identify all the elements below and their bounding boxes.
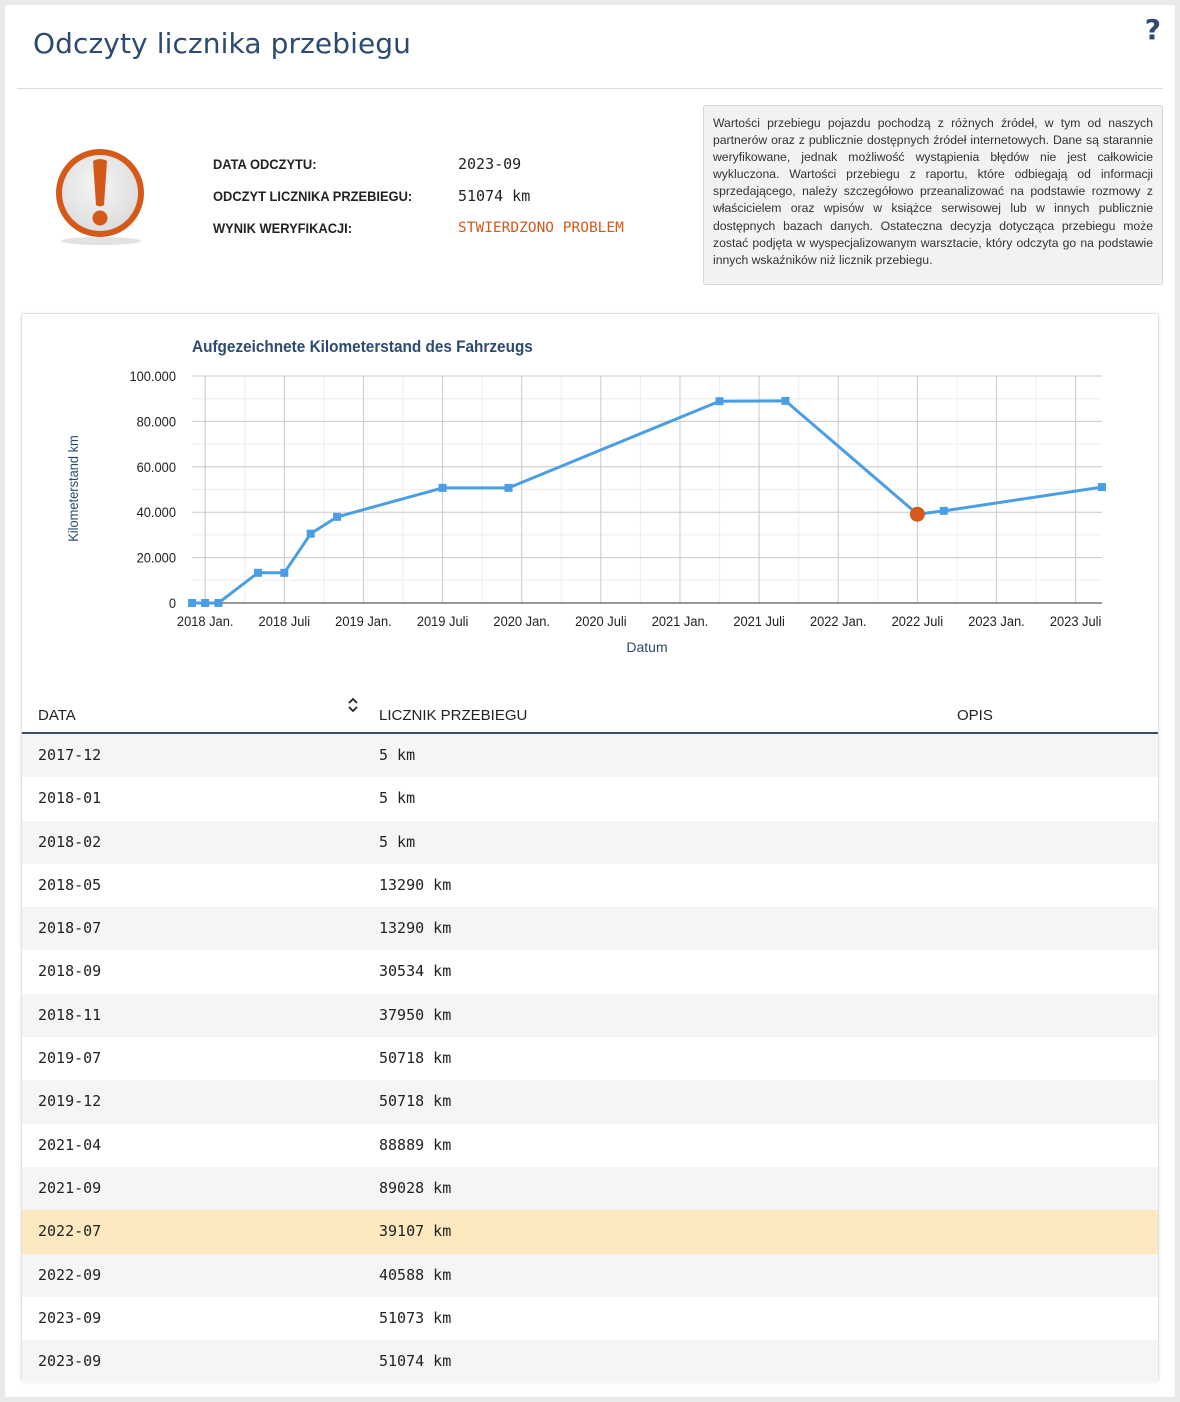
cell-date: 2018-09 — [38, 962, 102, 981]
chart-title: Aufgezeichnete Kilometerstand des Fahrzeugs — [192, 338, 533, 357]
series-line — [192, 401, 1102, 603]
data-point — [439, 484, 447, 492]
cell-mileage: 51074 km — [379, 1352, 452, 1371]
y-axis-title: Kilometerstand km — [65, 435, 82, 542]
data-point — [716, 397, 724, 405]
table-row — [22, 1254, 1158, 1297]
exclamation-icon — [53, 145, 149, 249]
x-tick-label: 2022 Juli — [891, 613, 944, 630]
result-label: WYNIK WERYFIKACJI: — [213, 220, 353, 236]
cell-mileage: 5 km — [379, 746, 416, 764]
table-row — [22, 950, 1158, 993]
x-tick-label: 2021 Juli — [733, 613, 785, 630]
data-point — [333, 513, 341, 521]
mileage-label: ODCZYT LICZNIKA PRZEBIEGU: — [213, 188, 413, 204]
column-header-description: OPIS — [957, 707, 993, 724]
date-label: DATA ODCZYTU: — [213, 156, 317, 172]
cell-date: 2019-12 — [38, 1092, 102, 1111]
data-point — [201, 599, 209, 607]
table-row — [22, 1297, 1158, 1340]
table-row — [22, 821, 1158, 864]
table-header — [22, 689, 1158, 734]
summary-row-result — [213, 212, 624, 244]
cell-mileage: 13290 km — [379, 919, 452, 938]
x-tick-label: 2019 Juli — [416, 613, 469, 630]
disclaimer-note: Wartości przebiegu pojazdu pochodzą z różnych źródeł, w tym od naszych partnerów oraz z publicznie dostępnych źródeł internetowych. Dane są starannie weryfikowane, jednak możliwość wystąpienia błędów nie jest całkowicie wykluczona. Wartości przebiegu z raportu, które odbiegają od informacji sprzedającego, należy szczegółowo przeanalizować na podstawie rozmowy z właścicielem oraz wpisów w książce serwisowej lub w innych publicznie dostępnych bazach danych. Ostateczna decyzja dotycząca przebiegu może zostać podjęta w wyspecjalizowanym warsztacie, który odczyta go na podstawie innych wskaźników niż licznik przebiegu. — [703, 105, 1163, 285]
mileage-card — [5, 5, 1175, 1397]
y-tick-label: 20.000 — [136, 550, 176, 566]
cell-date: 2018-01 — [38, 789, 102, 808]
y-tick-label: 40.000 — [136, 504, 176, 521]
cell-date: 2018-02 — [38, 832, 102, 851]
cell-date: 2022-09 — [38, 1265, 102, 1284]
y-tick-label: 0 — [168, 595, 176, 612]
verification-summary — [213, 148, 624, 244]
y-tick-label: 100.000 — [129, 368, 176, 385]
cell-mileage: 40588 km — [379, 1265, 452, 1284]
cell-date: 2021-09 — [38, 1178, 102, 1197]
cell-mileage: 5 km — [379, 832, 416, 851]
chart-and-table-panel — [21, 313, 1159, 1381]
date-value: 2023-09 — [458, 155, 522, 173]
page-title: Odczyty licznika przebiegu — [33, 27, 411, 60]
data-point — [505, 484, 513, 492]
data-point — [940, 507, 948, 515]
data-point — [280, 569, 288, 577]
data-point — [188, 599, 196, 607]
summary-row-mileage — [213, 180, 624, 212]
x-tick-label: 2018 Jan. — [176, 613, 234, 630]
cell-date: 2018-05 — [38, 875, 102, 894]
table-row — [22, 1124, 1158, 1167]
cell-mileage: 89028 km — [379, 1178, 452, 1197]
y-tick-label: 80.000 — [136, 413, 176, 430]
x-tick-label: 2020 Juli — [575, 613, 627, 630]
table-body — [22, 734, 1158, 1383]
x-tick-label: 2019 Jan. — [335, 613, 392, 630]
x-axis-title: Datum — [626, 639, 668, 655]
data-point — [307, 530, 315, 538]
x-tick-label: 2021 Jan. — [651, 613, 709, 630]
table-row — [22, 864, 1158, 907]
table-row — [22, 994, 1158, 1037]
cell-mileage: 50718 km — [379, 1092, 452, 1111]
x-tick-label: 2023 Juli — [1049, 613, 1102, 630]
table-row — [22, 777, 1158, 820]
column-header-date[interactable]: DATA — [38, 707, 76, 724]
mileage-value: 51074 km — [458, 187, 531, 205]
column-header-mileage: LICZNIK PRZEBIEGU — [379, 707, 528, 724]
title-divider — [17, 88, 1163, 89]
cell-mileage: 5 km — [379, 789, 416, 808]
cell-date: 2021-04 — [38, 1135, 102, 1154]
table-row — [22, 1080, 1158, 1123]
x-tick-label: 2022 Jan. — [809, 613, 867, 630]
cell-mileage: 51073 km — [379, 1308, 452, 1327]
mileage-chart — [22, 314, 1158, 674]
cell-mileage: 50718 km — [379, 1049, 452, 1068]
data-point — [214, 599, 222, 607]
flagged-point — [910, 507, 925, 522]
cell-mileage: 13290 km — [379, 875, 452, 894]
x-tick-label: 2023 Jan. — [968, 613, 1025, 630]
cell-mileage: 30534 km — [379, 962, 452, 981]
summary-row-date — [213, 148, 624, 180]
cell-mileage: 39107 km — [379, 1222, 452, 1241]
table-row — [22, 1340, 1158, 1383]
result-value: STWIERDZONO PROBLEM — [458, 220, 624, 236]
x-tick-label: 2020 Jan. — [493, 613, 550, 630]
data-point — [781, 397, 789, 405]
table-row — [22, 1037, 1158, 1080]
cell-date: 2018-07 — [38, 919, 102, 938]
cell-date: 2017-12 — [38, 746, 102, 764]
sort-updown-icon[interactable] — [347, 697, 359, 713]
data-point — [254, 569, 262, 577]
cell-date: 2019-07 — [38, 1049, 102, 1068]
table-row — [22, 734, 1158, 777]
cell-date: 2022-07 — [38, 1222, 102, 1241]
cell-date: 2018-11 — [38, 1005, 102, 1024]
cell-mileage: 88889 km — [379, 1135, 452, 1154]
mileage-table — [22, 689, 1158, 1383]
table-row — [22, 907, 1158, 950]
y-tick-label: 60.000 — [136, 459, 176, 475]
cell-mileage: 37950 km — [379, 1005, 452, 1024]
table-row — [22, 1167, 1158, 1210]
x-tick-label: 2018 Juli — [258, 613, 311, 630]
help-icon[interactable]: ? — [1144, 13, 1161, 46]
table-row-flagged — [22, 1210, 1158, 1253]
data-point — [1098, 483, 1106, 491]
cell-date: 2023-09 — [38, 1308, 102, 1327]
cell-date: 2023-09 — [38, 1352, 102, 1371]
